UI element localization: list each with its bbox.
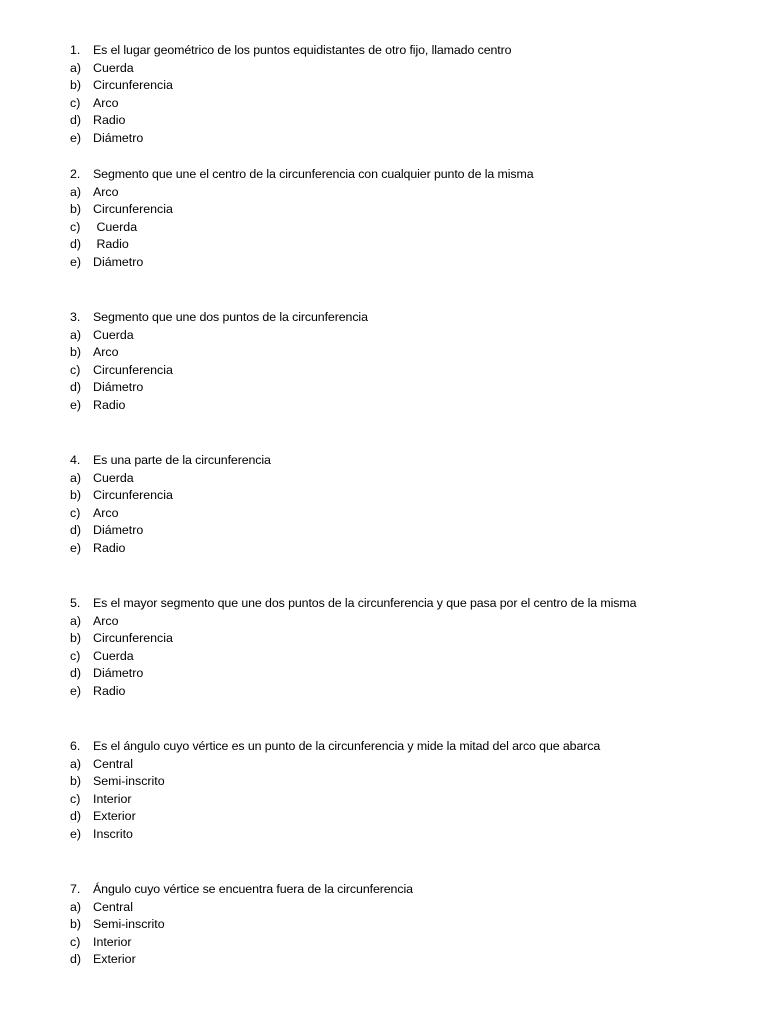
option-c	[70, 219, 750, 237]
option-text: Radio	[93, 683, 126, 698]
option-letter: e)	[70, 397, 82, 412]
question-number: 7.	[70, 882, 81, 896]
option-text: Circunferencia	[93, 202, 173, 217]
option-c	[70, 505, 750, 523]
question-stem	[70, 738, 750, 756]
option-text: Arco	[93, 505, 119, 520]
question-text: Es el lugar geométrico de los puntos equidistantes de otro fijo, llamado centro	[93, 43, 512, 57]
option-e	[70, 130, 750, 148]
option-e	[70, 826, 750, 844]
option-text: Cuerda	[93, 219, 138, 234]
option-text: Semi-inscrito	[93, 917, 165, 932]
question-stem	[70, 452, 750, 470]
option-text: Cuerda	[93, 60, 134, 75]
option-b	[70, 201, 750, 219]
option-a	[70, 899, 750, 917]
option-text: Arco	[93, 184, 119, 199]
option-letter: a)	[70, 470, 82, 485]
option-c	[70, 95, 750, 113]
option-letter: c)	[70, 95, 81, 110]
option-text: Arco	[93, 95, 119, 110]
question-4	[70, 452, 750, 558]
option-text: Diámetro	[93, 254, 144, 269]
option-c	[70, 648, 750, 666]
option-text: Cuerda	[93, 648, 134, 663]
option-letter: e)	[70, 130, 82, 145]
option-b	[70, 630, 750, 648]
question-6	[70, 738, 750, 844]
question-1	[70, 42, 750, 148]
option-text: Diámetro	[93, 130, 144, 145]
option-b	[70, 77, 750, 95]
option-letter: b)	[70, 917, 82, 932]
option-b	[70, 773, 750, 791]
option-d	[70, 522, 750, 540]
option-letter: a)	[70, 613, 82, 628]
option-letter: e)	[70, 254, 82, 269]
question-2	[70, 166, 750, 272]
option-letter: b)	[70, 774, 82, 789]
option-a	[70, 756, 750, 774]
option-c	[70, 791, 750, 809]
option-text: Inscrito	[93, 826, 133, 841]
option-text: Central	[93, 899, 133, 914]
question-stem	[70, 166, 750, 184]
option-letter: c)	[70, 648, 81, 663]
option-letter: c)	[70, 362, 81, 377]
question-3	[70, 309, 750, 415]
option-text: Radio	[93, 113, 126, 128]
option-text: Arco	[93, 613, 119, 628]
option-letter: a)	[70, 184, 82, 199]
question-text: Segmento que une dos puntos de la circunferencia	[93, 310, 368, 324]
option-text: Diámetro	[93, 523, 144, 538]
option-e	[70, 540, 750, 558]
option-text: Circunferencia	[93, 362, 173, 377]
option-a	[70, 60, 750, 78]
option-b	[70, 344, 750, 362]
question-number: 3.	[70, 310, 81, 324]
option-letter: e)	[70, 826, 82, 841]
question-stem	[70, 881, 750, 899]
option-d	[70, 236, 750, 254]
option-c	[70, 934, 750, 952]
option-c	[70, 362, 750, 380]
option-a	[70, 470, 750, 488]
option-text: Cuerda	[93, 327, 134, 342]
question-text: Ángulo cuyo vértice se encuentra fuera de la circunferencia	[93, 882, 413, 896]
option-letter: e)	[70, 540, 82, 555]
question-number: 2.	[70, 167, 81, 181]
option-text: Exterior	[93, 952, 136, 967]
option-text: Circunferencia	[93, 78, 173, 93]
option-b	[70, 916, 750, 934]
option-letter: d)	[70, 237, 82, 252]
option-text: Diámetro	[93, 380, 144, 395]
option-d	[70, 379, 750, 397]
option-a	[70, 613, 750, 631]
question-7	[70, 881, 750, 969]
option-text: Interior	[93, 934, 132, 949]
option-d	[70, 665, 750, 683]
option-text: Arco	[93, 345, 119, 360]
question-number: 4.	[70, 453, 81, 467]
question-text: Es una parte de la circunferencia	[93, 453, 271, 467]
option-letter: d)	[70, 113, 82, 128]
option-d	[70, 112, 750, 130]
question-text: Segmento que une el centro de la circunferencia con cualquier punto de la misma	[93, 167, 534, 181]
option-letter: d)	[70, 380, 82, 395]
option-b	[70, 487, 750, 505]
option-letter: c)	[70, 505, 81, 520]
option-text: Radio	[93, 397, 126, 412]
option-e	[70, 254, 750, 272]
option-letter: a)	[70, 756, 82, 771]
option-letter: d)	[70, 523, 82, 538]
option-letter: e)	[70, 683, 82, 698]
option-letter: b)	[70, 202, 82, 217]
option-text: Central	[93, 756, 133, 771]
option-letter: b)	[70, 488, 82, 503]
option-a	[70, 327, 750, 345]
option-e	[70, 397, 750, 415]
option-text: Radio	[93, 540, 126, 555]
question-5	[70, 595, 750, 701]
question-stem	[70, 42, 750, 60]
option-a	[70, 184, 750, 202]
option-letter: d)	[70, 809, 82, 824]
option-text: Diámetro	[93, 666, 144, 681]
option-text: Semi-inscrito	[93, 774, 165, 789]
option-text: Radio	[93, 237, 129, 252]
question-number: 6.	[70, 739, 81, 753]
option-text: Exterior	[93, 809, 136, 824]
option-letter: c)	[70, 791, 81, 806]
option-text: Circunferencia	[93, 631, 173, 646]
option-e	[70, 683, 750, 701]
option-letter: b)	[70, 345, 82, 360]
option-text: Circunferencia	[93, 488, 173, 503]
option-d	[70, 808, 750, 826]
option-letter: c)	[70, 219, 81, 234]
question-text: Es el ángulo cuyo vértice es un punto de la circunferencia y mide la mitad del arco que abarca	[93, 739, 601, 753]
question-text: Es el mayor segmento que une dos puntos de la circunferencia y que pasa por el centro de la misma	[93, 596, 637, 610]
option-letter: c)	[70, 934, 81, 949]
option-letter: b)	[70, 78, 82, 93]
option-text: Interior	[93, 791, 132, 806]
option-letter: a)	[70, 327, 82, 342]
option-letter: d)	[70, 952, 82, 967]
option-d	[70, 951, 750, 969]
question-stem	[70, 309, 750, 327]
option-letter: b)	[70, 631, 82, 646]
question-number: 1.	[70, 43, 81, 57]
option-letter: a)	[70, 899, 82, 914]
option-letter: a)	[70, 60, 82, 75]
option-text: Cuerda	[93, 470, 134, 485]
question-stem	[70, 595, 750, 613]
question-number: 5.	[70, 596, 81, 610]
option-letter: d)	[70, 666, 82, 681]
